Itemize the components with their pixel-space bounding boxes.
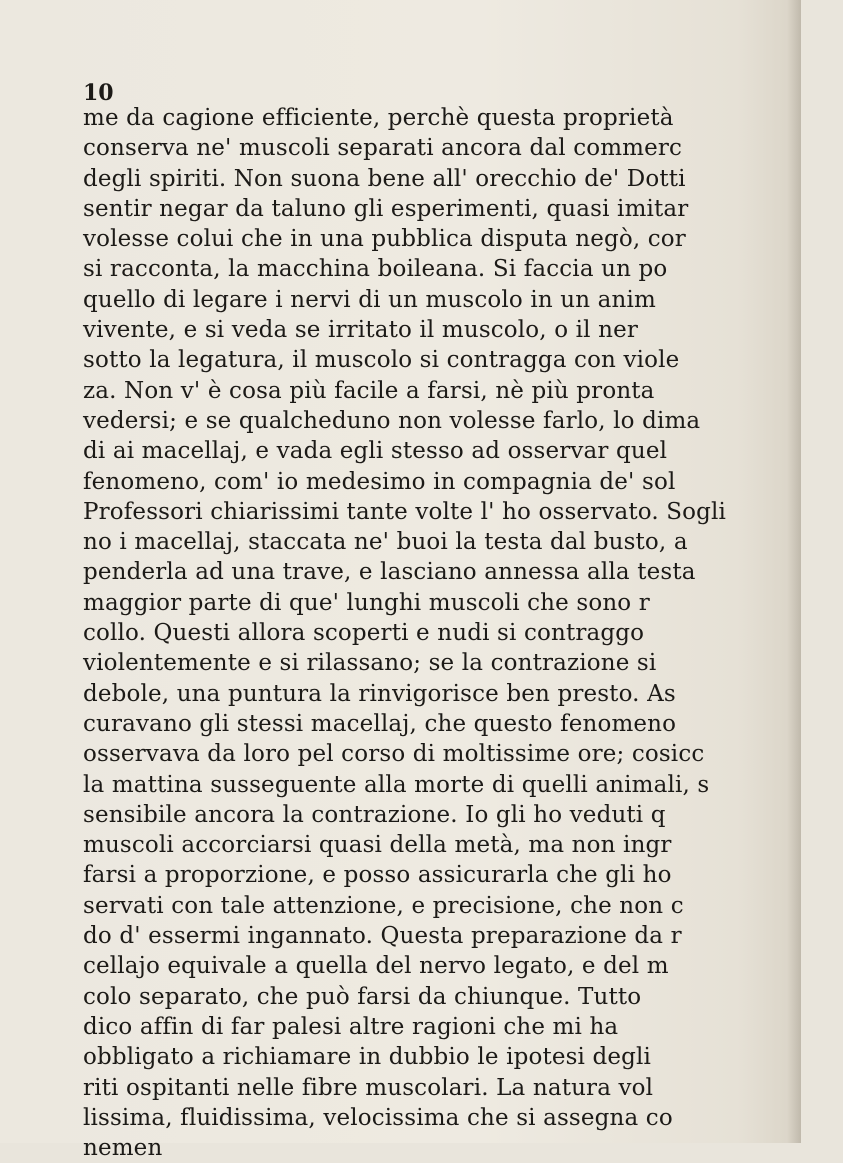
page-number: 10 [83, 80, 114, 106]
text-line: vedersi; e se qualcheduno non volesse farlo, lo dima [83, 407, 701, 434]
text-line: za. Non v' è cosa più facile a farsi, nè più pronta [83, 377, 655, 404]
text-line: maggior parte di que' lunghi muscoli che sono r [83, 589, 650, 616]
text-line: lissima, fluidissima, velocissima che si assegna co [83, 1104, 673, 1131]
body-text [83, 103, 843, 1163]
text-line: debole, una puntura la rinvigorisce ben presto. As [83, 680, 676, 707]
text-line: osservava da loro pel corso di moltissime ore; cosicc [83, 741, 705, 768]
text-line: dico affin di far palesi altre ragioni che mi ha [83, 1013, 619, 1040]
text-line: penderla ad una trave, e lasciano annessa alla testa [83, 559, 696, 586]
text-line: di ai macellaj, e vada egli stesso ad osservar quel [83, 438, 668, 465]
text-line: sensibile ancora la contrazione. Io gli ho veduti q [83, 801, 666, 828]
text-line: si racconta, la macchina boileana. Si faccia un po [83, 256, 668, 283]
text-line: vivente, e si veda se irritato il muscolo, o il ner [83, 317, 639, 344]
text-line: la mattina susseguente alla morte di quelli animali, s [83, 771, 710, 798]
text-line: degli spiriti. Non suona bene all' orecchio de' Dotti [83, 165, 686, 192]
text-line: no i macellaj, staccata ne' buoi la testa dal busto, a [83, 529, 688, 556]
text-line: farsi a proporzione, e posso assicurarla che gli ho [83, 862, 672, 889]
text-line: servati con tale attenzione, e precisione, che non c [83, 892, 684, 919]
text-line: conserva ne' muscoli separati ancora dal commerc [83, 135, 683, 162]
text-line: collo. Questi allora scoperti e nudi si contraggo [83, 620, 645, 647]
text-line: fenomeno, com' io medesimo in compagnia de' sol [83, 468, 676, 495]
text-line: quello di legare i nervi di un muscolo in un anim [83, 286, 656, 313]
text-line: sentir negar da taluno gli esperimenti, quasi imitar [83, 195, 689, 222]
text-line: colo separato, che può farsi da chiunque. Tutto [83, 983, 642, 1010]
text-line: obbligato a richiamare in dubbio le ipotesi degli [83, 1044, 652, 1071]
text-line: do d' essermi ingannato. Questa preparazione da r [83, 923, 682, 950]
text-line: volesse colui che in una pubblica disputa negò, cor [83, 226, 686, 253]
text-line: muscoli accorciarsi quasi della metà, ma non ingr [83, 832, 672, 859]
text-line: curavano gli stessi macellaj, che questo fenomeno [83, 710, 677, 737]
text-line: Professori chiarissimi tante volte l' ho osservato. Sogli [83, 498, 727, 525]
text-line: violentemente e si rilassano; se la contrazione si [83, 650, 657, 677]
text-line: sotto la legatura, il muscolo si contragga con viole [83, 347, 680, 374]
text-line: me da cagione efficiente, perchè questa proprietà [83, 105, 674, 131]
text-line: riti ospitanti nelle fibre muscolari. La natura vol [83, 1074, 654, 1101]
text-line: nemen [83, 1135, 163, 1162]
text-line: cellajo equivale a quella del nervo legato, e del m [83, 953, 669, 980]
